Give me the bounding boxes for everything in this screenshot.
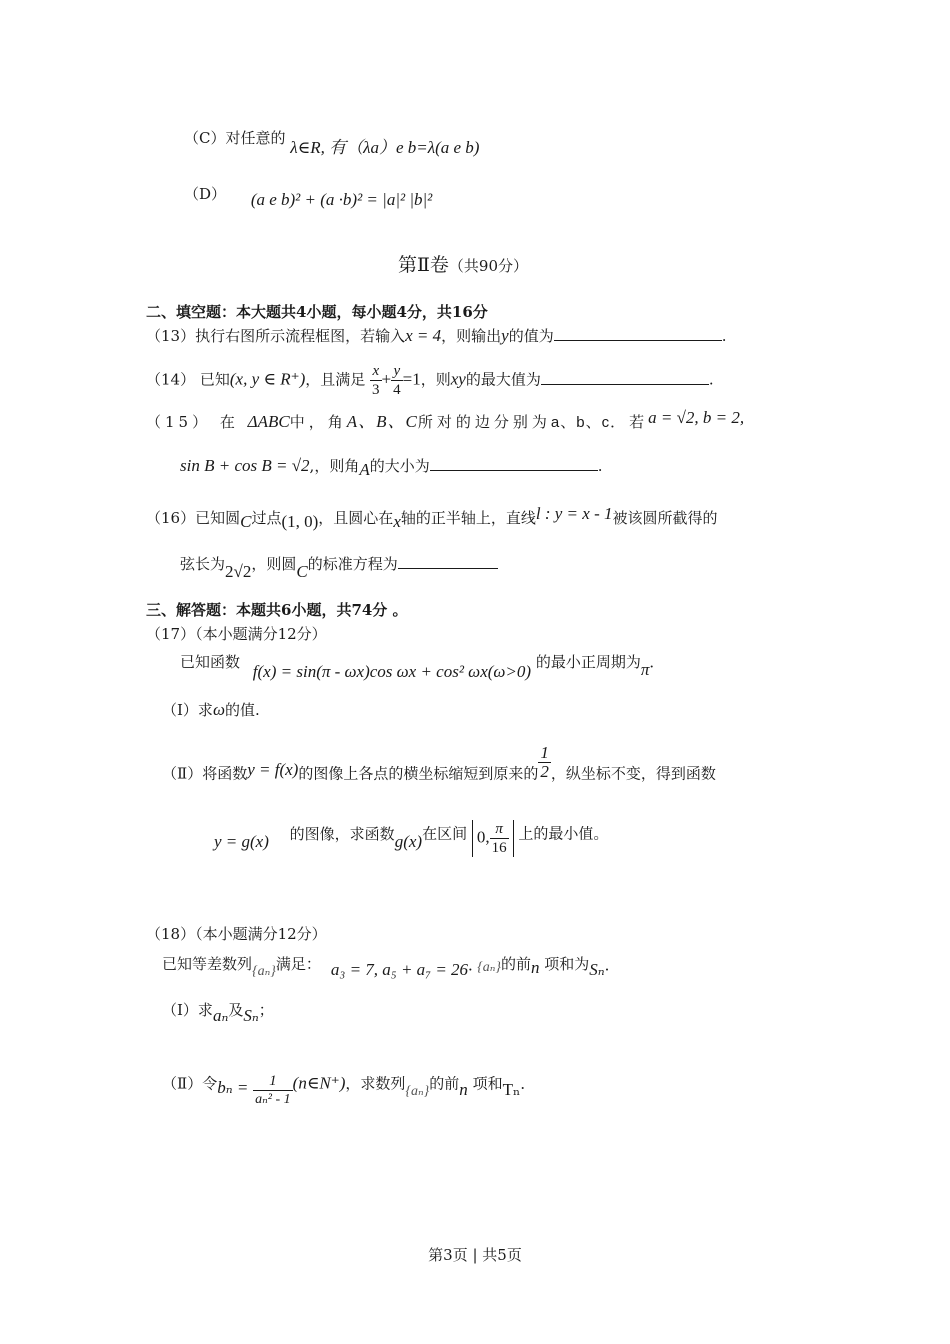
- q14-text: 已知: [199, 370, 230, 389]
- part2-title-text: 第Ⅱ卷: [398, 254, 449, 276]
- q16-text-e: 被该圆所截得的: [612, 509, 718, 527]
- q15-text-c: 所对的边分别为: [417, 413, 551, 431]
- choice-c: [184, 128, 480, 157]
- question-17-header: [146, 624, 327, 644]
- q14-text-d: 的最大值为: [465, 370, 541, 389]
- q18-part2-math-domain: (n∈N⁺): [292, 1073, 346, 1093]
- q16-math-C: C: [240, 512, 252, 531]
- q18-text: 已知等差数列: [162, 955, 253, 973]
- q17-part2-text-b: ，纵坐标不变，得到函数: [550, 764, 716, 783]
- q14-text-b: ，且满足: [305, 370, 366, 389]
- q18-math-seq: {aₙ}: [252, 964, 276, 979]
- q17-part2-text-e: 上的最小值。: [518, 824, 609, 843]
- q14-math-domain: (x, y ∈ R⁺): [229, 369, 306, 389]
- q15-text-f: 的大小为: [369, 457, 430, 475]
- q16-text-h: 的标准方程为: [307, 555, 398, 573]
- q16-text: 已知圆: [195, 509, 241, 527]
- q17-part2-text-d: 在区间: [422, 824, 468, 843]
- q15-math-triangle: ΔABC: [247, 412, 290, 431]
- q18-fraction: $\frac{1}{\text{aₙ² - 1}}$: [255, 1073, 291, 1107]
- q15-text-d: ．若: [610, 413, 649, 431]
- q15-number: （15）: [146, 413, 212, 431]
- q14-fraction-y: $\frac{y}{4}$: [393, 363, 401, 398]
- choice-c-label: （C）对任意的: [184, 129, 286, 147]
- q18-text-d: 项和为: [544, 955, 590, 973]
- q17-math-function: f(x) = sin(π - ωx)cos ωx + cos² ωx(ω>0): [252, 662, 532, 681]
- q17-interval-fraction: $\frac{\pi}{16}$: [491, 821, 507, 856]
- q17-part1-text: 的值.: [224, 701, 260, 719]
- q18-math-Sn: Sₙ·: [589, 960, 609, 979]
- q16-math-point: (1, 0): [281, 512, 319, 531]
- q14-answer-blank[interactable]: [541, 370, 709, 385]
- q17-part1-math: ω: [212, 700, 225, 719]
- q18-part1-math-an: aₙ: [212, 1006, 229, 1025]
- q18-part2-end: ．: [520, 1074, 536, 1093]
- q17-part2-math-gx: g(x): [394, 831, 423, 851]
- question-16-line2: [180, 554, 498, 581]
- section2-header: 二、填空题：本大题共4小题，每小题4分，共16分: [146, 303, 488, 321]
- q15-text-b: 中，角: [289, 413, 347, 431]
- q13-text-b: ，则输出: [441, 327, 502, 345]
- q18-math-given: a₃ = 7, a₅ + a₇ = 26·: [330, 960, 473, 979]
- q17-text-c: ．: [649, 653, 665, 671]
- question-18-statement: [162, 954, 609, 979]
- q15-math-angles: A、B、C: [346, 412, 418, 431]
- q17-math-pi: π: [640, 660, 650, 679]
- question-15: [146, 408, 745, 433]
- part2-title: [398, 250, 528, 277]
- question-17-part2-line2: [214, 816, 609, 856]
- q14-math-xy: xy: [450, 369, 466, 389]
- q15-math-given: a = √2, b = 2,: [648, 408, 745, 427]
- q18-number: （18）: [146, 925, 196, 943]
- choice-d-math: (a e b)² + (a ·b)² = |a|² |b|²: [250, 190, 433, 209]
- q15-text: 在: [219, 413, 239, 431]
- q15-math-sides: a、b、c: [550, 414, 611, 431]
- q15-answer-blank[interactable]: [430, 456, 598, 471]
- q18-part2-math-bn: bₙ =: [217, 1077, 249, 1097]
- q17-part2-text-a: 的图像上各点的横坐标缩短到原来的: [298, 764, 539, 783]
- question-18-part1: [162, 1000, 274, 1025]
- q14-number: （14）: [146, 370, 196, 389]
- q18-text-c: 的前: [500, 955, 531, 973]
- q18-text-b: 满足：: [275, 955, 321, 973]
- section3-header: 三、解答题：本题共6小题，共74分 。: [146, 601, 408, 619]
- q16-number: （16）: [146, 509, 196, 527]
- q18-part2-label: （Ⅱ）令: [162, 1074, 218, 1093]
- q18-score: （本小题满分12分）: [195, 925, 327, 943]
- q18-part2-text-a: ，求数列: [345, 1074, 406, 1093]
- q18-part2-math-n: n: [459, 1079, 468, 1099]
- q17-part2-math-f: y = f(x): [247, 759, 299, 779]
- choice-c-math: λ∈R, 有（λa）e b=λ(a e b): [290, 138, 480, 157]
- q13-text-c: 的值为: [508, 327, 554, 345]
- q16-math-C2: C: [296, 562, 308, 581]
- q15-math-A: A: [359, 460, 370, 479]
- q16-text-g: ，则圆: [251, 555, 297, 573]
- q14-math-eq: =1: [402, 369, 421, 389]
- question-17-part1: [162, 700, 260, 720]
- part2-score: （共90分）: [448, 257, 529, 275]
- choice-d-label: （D）: [184, 185, 227, 203]
- question-17-part2: [162, 743, 716, 793]
- q17-part1-label: （Ⅰ）求: [162, 701, 213, 719]
- q15-text-e: ,，则角: [309, 457, 360, 475]
- q16-answer-blank[interactable]: [398, 554, 498, 569]
- question-15-line2: sin B + cos B = √2,，则角A的大小为 .: [180, 456, 603, 479]
- q18-part1-text: 及: [228, 1001, 244, 1019]
- q18-math-seq2: {aₙ}: [477, 960, 501, 975]
- q17-interval: [472, 820, 514, 857]
- q16-math-x: x: [393, 512, 401, 531]
- question-14: （14） 已知(x, y ∈ R⁺)，且满足 $\frac{x}{3}$ + $\frac{y}{4}$ =1，则xy的最大值为 .: [146, 363, 714, 398]
- q18-part1-math-Sn: Sₙ: [243, 1006, 259, 1025]
- q16-text-d: 轴的正半轴上，直线: [400, 509, 536, 527]
- q16-text-f: 弦长为: [180, 555, 226, 573]
- q17-part2-label: （Ⅱ）将函数: [162, 764, 248, 783]
- q17-score: （本小题满分12分）: [195, 625, 327, 643]
- q18-part2-text-c: 项和: [472, 1074, 503, 1093]
- q13-math-y: y: [501, 326, 509, 345]
- q17-interval-left: 0,: [476, 827, 490, 847]
- q17-text: 已知函数: [180, 653, 241, 671]
- q15-math-condition: sin B + cos B = √2: [180, 456, 310, 475]
- question-13: （13）执行右图所示流程框图，若输入x = 4，则输出y的值为 .: [146, 326, 727, 345]
- q18-part2-math-seq: {aₙ}: [405, 1083, 430, 1099]
- q17-part2-math-g: y = g(x): [214, 831, 269, 851]
- q13-answer-blank[interactable]: [554, 326, 722, 341]
- q16-text-b: 过点: [251, 509, 282, 527]
- q18-part2-math-Tn: Tₙ: [502, 1079, 521, 1099]
- choice-d: [184, 184, 433, 209]
- q14-text-c: ，则: [420, 370, 451, 389]
- question-17-statement: [180, 652, 665, 681]
- q17-part2-text-c: 的图像，求函数: [289, 824, 395, 843]
- q16-text-c: ，且圆心在: [318, 509, 394, 527]
- q17-half-fraction: $\frac{1}{2}$: [540, 743, 549, 781]
- question-18-part2: [162, 1066, 536, 1107]
- page-footer: 第3页 | 共5页: [428, 1246, 522, 1264]
- q18-part2-text-b: 的前: [429, 1074, 460, 1093]
- q13-number: （13）: [146, 327, 196, 345]
- q16-math-line: l : y = x - 1: [535, 504, 613, 523]
- q13-text: 执行右图所示流程框图，若输入: [195, 327, 406, 345]
- q18-math-n: n: [530, 958, 540, 977]
- q18-part1-end: ；: [258, 1001, 274, 1019]
- q13-math-x: x = 4: [405, 326, 442, 345]
- q14-fraction-x: $\frac{x}{3}$: [372, 363, 380, 398]
- q17-text-b: 的最小正周期为: [535, 653, 641, 671]
- q16-math-chord: 2√2: [225, 562, 252, 581]
- q17-number: （17）: [146, 625, 196, 643]
- question-18-header: [146, 924, 327, 944]
- q18-part1-label: （Ⅰ）求: [162, 1001, 213, 1019]
- question-16: [146, 504, 718, 531]
